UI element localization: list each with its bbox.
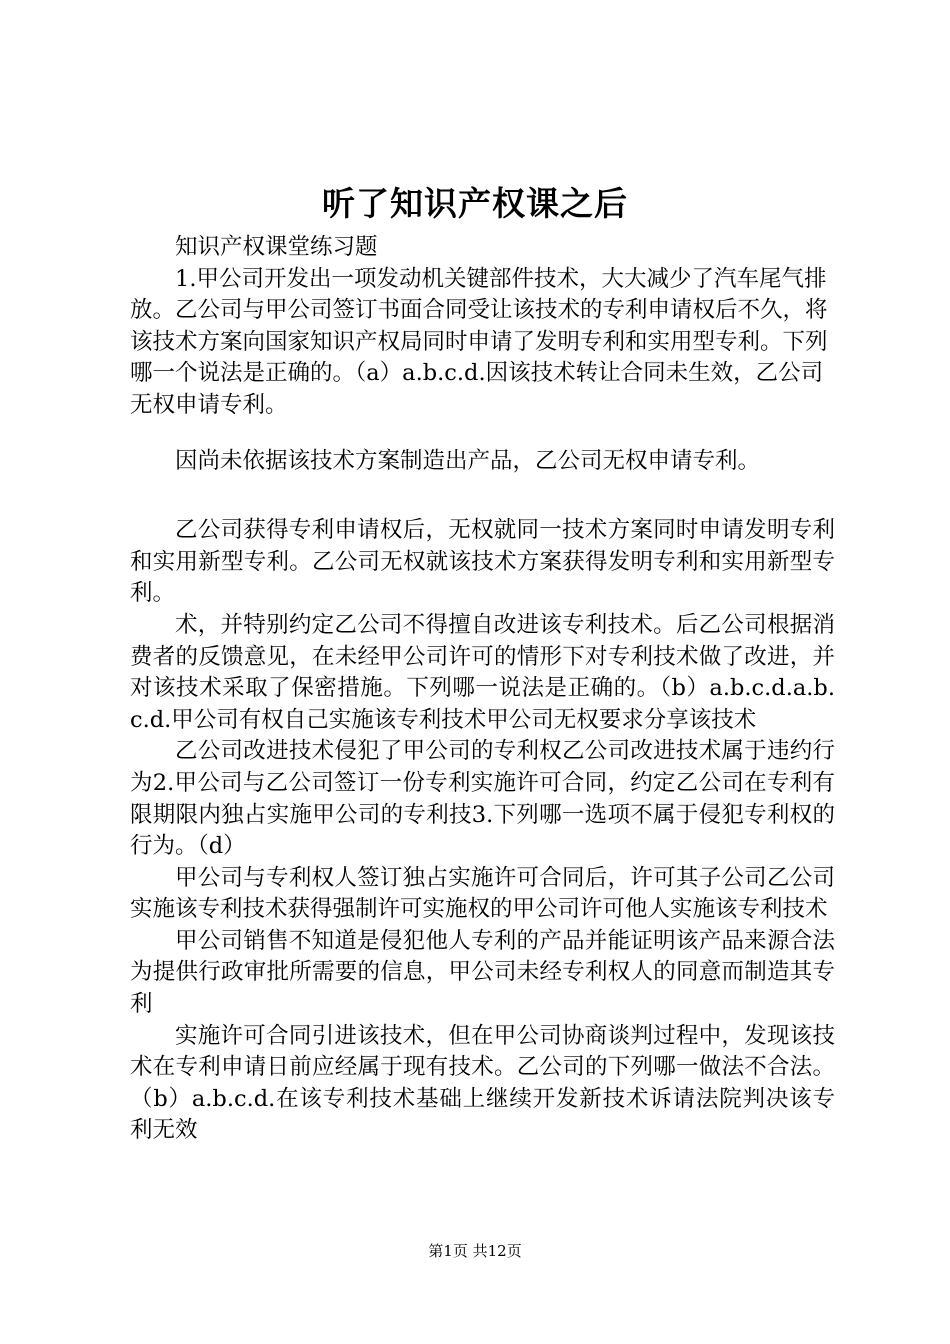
document-title: 听了知识产权课之后 (322, 184, 628, 223)
paragraph-heading: 知识产权课堂练习题 (175, 234, 378, 260)
paragraph: 1.甲公司开发出一项发动机关键部件技术，大大减少了汽车尾气排放。乙公司与甲公司签订书面合同受让该技术的专利申请权后不久，将该技术方案向国家知识产权局同时申请了发明专利和实用型专利。下列哪一个说法是正确的。（a）a.b.c.d.因该技术转让合同未生效，乙公司无权申请专利。 (130, 265, 828, 418)
paragraph: 甲公司销售不知道是侵犯他人专利的产品并能证明该产品来源合法为提供行政审批所需要的信息，甲公司未经专利权人的同意而制造其专利 (130, 927, 835, 1018)
document-body (130, 232, 835, 1147)
paragraph: 乙公司改进技术侵犯了甲公司的专利权乙公司改进技术属于违约行为2.甲公司与乙公司签订一份专利实施许可合同，约定乙公司在专利有限期限内独占实施甲公司的专利技3.下列哪一选项不属于侵犯专利权的行为。（d） (130, 738, 835, 860)
paragraph: 甲公司与专利权人签订独占实施许可合同后，许可其子公司乙公司实施该专利技术获得强制许可实施权的甲公司许可他人实施该专利技术 (130, 864, 835, 923)
page-number-footer: 第1页 共12页 (428, 1242, 522, 1260)
paragraph: 实施许可合同引进该技术，但在甲公司协商谈判过程中，发现该技术在专利申请日前应经属于现有技术。乙公司的下列哪一做法不合法。（b）a.b.c.d.在该专利技术基础上继续开发新技术诉请法院判决该专利无效 (130, 1022, 835, 1144)
paragraph: 乙公司获得专利申请权后，无权就同一技术方案同时申请发明专利和实用新型专利。乙公司无权就该技术方案获得发明专利和实用新型专利。 (130, 517, 835, 607)
paragraph: 术，并特别约定乙公司不得擅自改进该专利技术。后乙公司根据消费者的反馈意见，在未经甲公司许可的情形下对专利技术做了改进，并对该技术采取了保密措施。下列哪一说法是正确的。（b）a.b.c.d.a.b.c.d.甲公司有权自己实施该专利技术甲公司无权要求分享该技术 (130, 611, 835, 733)
paragraph: 因尚未依据该技术方案制造出产品，乙公司无权申请专利。 (175, 447, 761, 474)
